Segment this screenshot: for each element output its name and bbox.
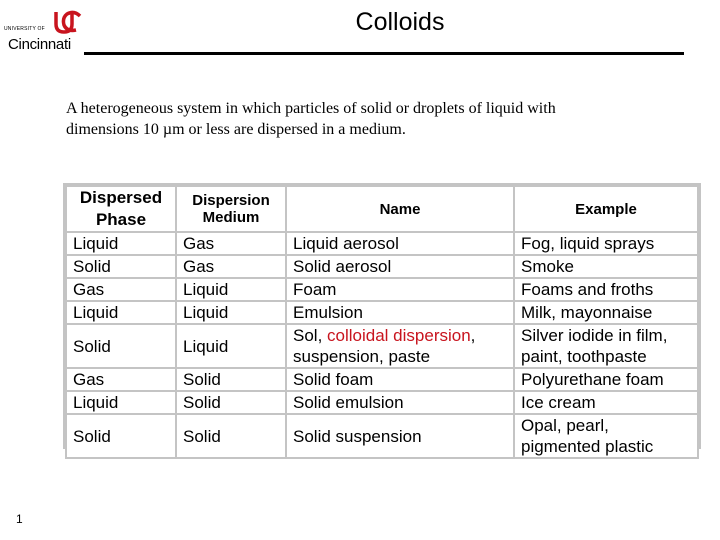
header-dispersed-phase bbox=[66, 186, 176, 232]
cell-example-line1: Opal, pearl, bbox=[521, 416, 609, 435]
colloid-table-frame bbox=[63, 183, 701, 456]
cell-phase: Gas bbox=[66, 278, 176, 301]
cell-phase: Gas bbox=[66, 368, 176, 391]
name-part-a: Sol, bbox=[293, 326, 328, 345]
cell-phase: Liquid bbox=[66, 391, 176, 414]
table-row bbox=[66, 324, 698, 368]
cell-example-line2: paint, toothpaste bbox=[521, 347, 647, 366]
cell-example bbox=[514, 324, 698, 368]
cell-medium: Solid bbox=[176, 414, 286, 458]
cell-medium: Liquid bbox=[176, 301, 286, 324]
page-number: 1 bbox=[16, 512, 23, 526]
university-logo bbox=[4, 10, 84, 53]
cell-example: Ice cream bbox=[514, 391, 698, 414]
cell-name-line2: suspension, paste bbox=[293, 347, 431, 366]
table-row bbox=[66, 232, 698, 255]
colloidal-dispersion-highlight: colloidal dispersion bbox=[327, 326, 471, 345]
table-header-row bbox=[66, 186, 698, 232]
intro-text: A heterogeneous system in which particles of solid or droplets of liquid with dimensions 10 µm or less are dispersed in a medium. bbox=[66, 100, 556, 138]
cell-example bbox=[514, 414, 698, 458]
cell-name: Emulsion bbox=[286, 301, 514, 324]
table-row bbox=[66, 278, 698, 301]
cell-medium: Solid bbox=[176, 368, 286, 391]
cell-phase: Solid bbox=[66, 324, 176, 368]
cell-name: Solid foam bbox=[286, 368, 514, 391]
cell-name bbox=[286, 324, 514, 368]
cell-name-line1 bbox=[293, 325, 513, 346]
table-row bbox=[66, 255, 698, 278]
header-example: Example bbox=[514, 186, 698, 232]
cell-name: Foam bbox=[286, 278, 514, 301]
uc-logo-icon bbox=[52, 10, 82, 38]
table-row bbox=[66, 391, 698, 414]
header-dispersion-medium-label: Dispersion Medium bbox=[192, 192, 270, 226]
logo-university-of: UNIVERSITY OF bbox=[4, 26, 45, 32]
cell-example: Polyurethane foam bbox=[514, 368, 698, 391]
cell-example: Smoke bbox=[514, 255, 698, 278]
cell-name: Liquid aerosol bbox=[286, 232, 514, 255]
colloid-table bbox=[65, 185, 699, 459]
table-row bbox=[66, 414, 698, 458]
cell-example-line2: pigmented plastic bbox=[521, 437, 654, 456]
slide-title: Colloids bbox=[355, 8, 445, 36]
name-part-b: , bbox=[470, 326, 476, 345]
cell-example: Foams and froths bbox=[514, 278, 698, 301]
cell-example: Fog, liquid sprays bbox=[514, 232, 698, 255]
cell-name: Solid suspension bbox=[286, 414, 514, 458]
cell-medium: Liquid bbox=[176, 324, 286, 368]
cell-example: Milk, mayonnaise bbox=[514, 301, 698, 324]
table-row bbox=[66, 368, 698, 391]
cell-name: Solid emulsion bbox=[286, 391, 514, 414]
cell-phase: Liquid bbox=[66, 301, 176, 324]
cell-name: Solid aerosol bbox=[286, 255, 514, 278]
table-row bbox=[66, 301, 698, 324]
cell-medium: Gas bbox=[176, 255, 286, 278]
cell-phase: Liquid bbox=[66, 232, 176, 255]
cell-medium: Liquid bbox=[176, 278, 286, 301]
header-dispersed-phase-label: Dispersed Phase bbox=[79, 188, 163, 229]
header-dispersion-medium bbox=[176, 186, 286, 232]
header-name: Name bbox=[286, 186, 514, 232]
cell-phase: Solid bbox=[66, 414, 176, 458]
cell-example-line1: Silver iodide in film, bbox=[521, 326, 668, 345]
title-rule bbox=[84, 52, 684, 55]
logo-cincinnati: Cincinnati bbox=[8, 36, 71, 53]
cell-medium: Gas bbox=[176, 232, 286, 255]
cell-phase: Solid bbox=[66, 255, 176, 278]
cell-medium: Solid bbox=[176, 391, 286, 414]
